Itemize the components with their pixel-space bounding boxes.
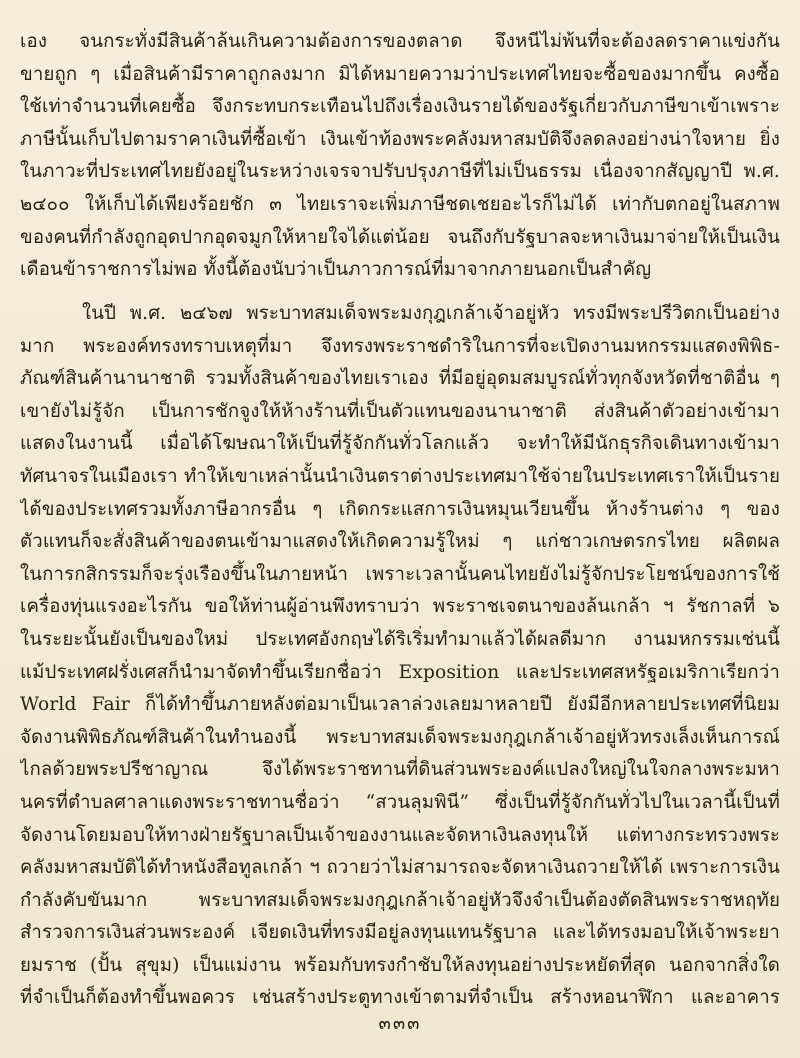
text-line: เอง จนกระทั่งมีสินค้าล้นเกินความต้องการของตลาด จึงหนีไม่พ้นที่จะต้องลดราคาแข่งกัน: [20, 31, 780, 52]
text-line: ของคนที่กำลังถูกอุดปากอุดจมูกให้หายใจได้แต่น้อย จนถึงกับรัฐบาลจะหาเงินมาจ่ายให้เป็นเงิน: [20, 226, 780, 248]
page-number: ๓๓๓: [378, 1013, 422, 1034]
text-line: ในการกสิกรรมก็จะรุ่งเรืองขึ้นในภายหน้า เพราะเวลานั้นคนไทยยังไม่รู้จักประโยชน์ของการใช้: [20, 563, 780, 585]
text-line: ในภาวะที่ประเทศไทยยังอยู่ในระหว่างเจรจาปรับปรุงภาษีที่ไม่เป็นธรรม เนื่องจากสัญญาปี พ.ศ.: [20, 161, 780, 183]
paragraph-1: [20, 26, 780, 287]
text-line: เครื่องทุ่นแรงอะไรกัน ขอให้ท่านผู้อ่านพึงทราบว่า พระราชเจตนาของล้นเกล้า ฯ รัชกาลที่ ๖: [20, 596, 780, 618]
text-line: World Fair ก็ได้ทำขึ้นภายหลังต่อมาเป็นเวลาล่วงเลยมาหลายปี ยังมีอีกหลายประเทศที่นิยม: [20, 694, 780, 716]
text-line: ๒๔๐๐ ให้เก็บได้เพียงร้อยชัก ๓ ไทยเราจะเพิ่มภาษีชดเชยอะไรก็ไม่ได้ เท่ากับตกอยู่ในสภาพ: [20, 193, 780, 215]
text-line: ขายถูก ๆ เมื่อสินค้ามีราคาถูกลงมาก มิได้หมายความว่าประเทศไทยจะซื้อของมากขึ้น คงซื้อ: [20, 63, 780, 85]
text-line: เขายังไม่รู้จัก เป็นการชักจูงให้ห้างร้านที่เป็นตัวแทนของนานาชาติ ส่งสินค้าตัวอย่างเข้ามา: [20, 400, 780, 422]
text-line: กำลังคับขันมาก พระบาทสมเด็จพระมงกุฎเกล้าเจ้าอยู่หัวจึงจำเป็นต้องตัดสินพระราชหฤทัย: [20, 889, 780, 911]
text-line: นครที่ตำบลศาลาแดงพระราชทานชื่อว่า “สวนลุมพินี” ซึ่งเป็นที่รู้จักกันทั่วไปในเวลานี้เป็นที่: [20, 791, 780, 813]
text-line: ทัศนาจรในเมืองเรา ทำให้เขาเหล่านั้นนำเงินตราต่างประเทศมาใช้จ่ายในประเทศเราให้เป็นราย: [20, 465, 780, 487]
text-line: สำรวจการเงินส่วนพระองค์ เจียดเงินที่ทรงมีอยู่ลงทุนแทนรัฐบาล และได้ทรงมอบให้เจ้าพระยา: [20, 922, 780, 944]
text-line: ตัวแทนก็จะสั่งสินค้าของตนเข้ามาแสดงให้เกิดความรู้ใหม่ ๆ แก่ชาวเกษตรกรไทย ผลิตผล: [20, 531, 780, 553]
text-line: จัดงานโดยมอบให้ทางฝ่ายรัฐบาลเป็นเจ้าของงานและจัดหาเงินลงทุนให้ แต่ทางกระทรวงพระ: [20, 824, 780, 846]
text-line: คลังมหาสมบัติได้ทำหนังสือทูลเกล้า ฯ ถวายว่าไม่สามารถจะจัดหาเงินถวายให้ได้ เพราะการเงิน: [20, 857, 780, 879]
text-line: แสดงในงานนี้ เมื่อได้โฆษณาให้เป็นที่รู้จักกันทั่วโลกแล้ว จะทำให้มีนักธุรกิจเดินทางเข้ามา: [20, 433, 780, 455]
text-line: ที่จำเป็นก็ต้องทำขึ้นพอควร เช่นสร้างประตูทางเข้าตามที่จำเป็น สร้างหอนาฬิกา และอาคาร: [20, 987, 780, 1009]
text-line: ภาษีนั้นเก็บไปตามราคาเงินที่ซื้อเข้า เงินเข้าท้องพระคลังมหาสมบัติจึงลดลงอย่างน่าใจหาย ยิ่ง: [20, 128, 780, 150]
text-line: ภัณฑ์สินค้านานาชาติ รวมทั้งสินค้าของไทยเราเอง ที่มีอยู่อุดมสมบูรณ์ทั่วทุกจังหวัดที่ชาติอื่น ๆ: [20, 368, 780, 390]
paragraph-2: [20, 298, 780, 1015]
text-line: แม้ประเทศฝรั่งเศสก็นำมาจัดทำขึ้นเรียกชื่อว่า Exposition และประเทศสหรัฐอเมริกาเรียกว่า: [20, 661, 780, 683]
text-line: ในระยะนั้นยังเป็นของใหม่ ประเทศอังกฤษได้ริเริ่มทำมาแล้วได้ผลดีมาก งานมหกรรมเช่นนี้: [20, 628, 780, 650]
text-line: ในปี พ.ศ. ๒๔๖๗ พระบาทสมเด็จพระมงกุฎเกล้าเจ้าอยู่หัว ทรงมีพระปรีวิตกเป็นอย่าง: [82, 303, 780, 324]
text-line: มาก พระองค์ทรงทราบเหตุที่มา จึงทรงพระราชดำริในการที่จะเปิดงานมหกรรมแสดงพิพิธ-: [20, 335, 780, 357]
text-line: ใช้เท่าจำนวนที่เคยซื้อ จึงกระทบกระเทือนไปถึงเรื่องเงินรายได้ของรัฐเกี่ยวกับภาษีขาเข้าเพราะ: [20, 96, 780, 118]
text-line: เดือนข้าราชการไม่พอ ทั้งนี้ต้องนับว่าเป็นภาวการณ์ที่มาจากภายนอกเป็นสำคัญ: [20, 259, 652, 281]
text-line: ยมราช (ปั้น สุขุม) เป็นแม่งาน พร้อมกับทรงกำชับให้ลงทุนอย่างประหยัดที่สุด นอกจากสิ่งใด: [20, 954, 780, 976]
text-line: ไกลด้วยพระปรีชาญาณ จึงได้พระราชทานที่ดินส่วนพระองค์แปลงใหญ่ในใจกลางพระมหา: [20, 759, 780, 781]
text-line: ได้ของประเทศรวมทั้งภาษีอากรอื่น ๆ เกิดกระแสการเงินหมุนเวียนขึ้น ห้างร้านต่าง ๆ ของ: [20, 498, 780, 520]
text-line: จัดงานพิพิธภัณฑ์สินค้าในทำนองนี้ พระบาทสมเด็จพระมงกุฎเกล้าเจ้าอยู่หัวทรงเล็งเห็นการณ์: [20, 726, 780, 748]
